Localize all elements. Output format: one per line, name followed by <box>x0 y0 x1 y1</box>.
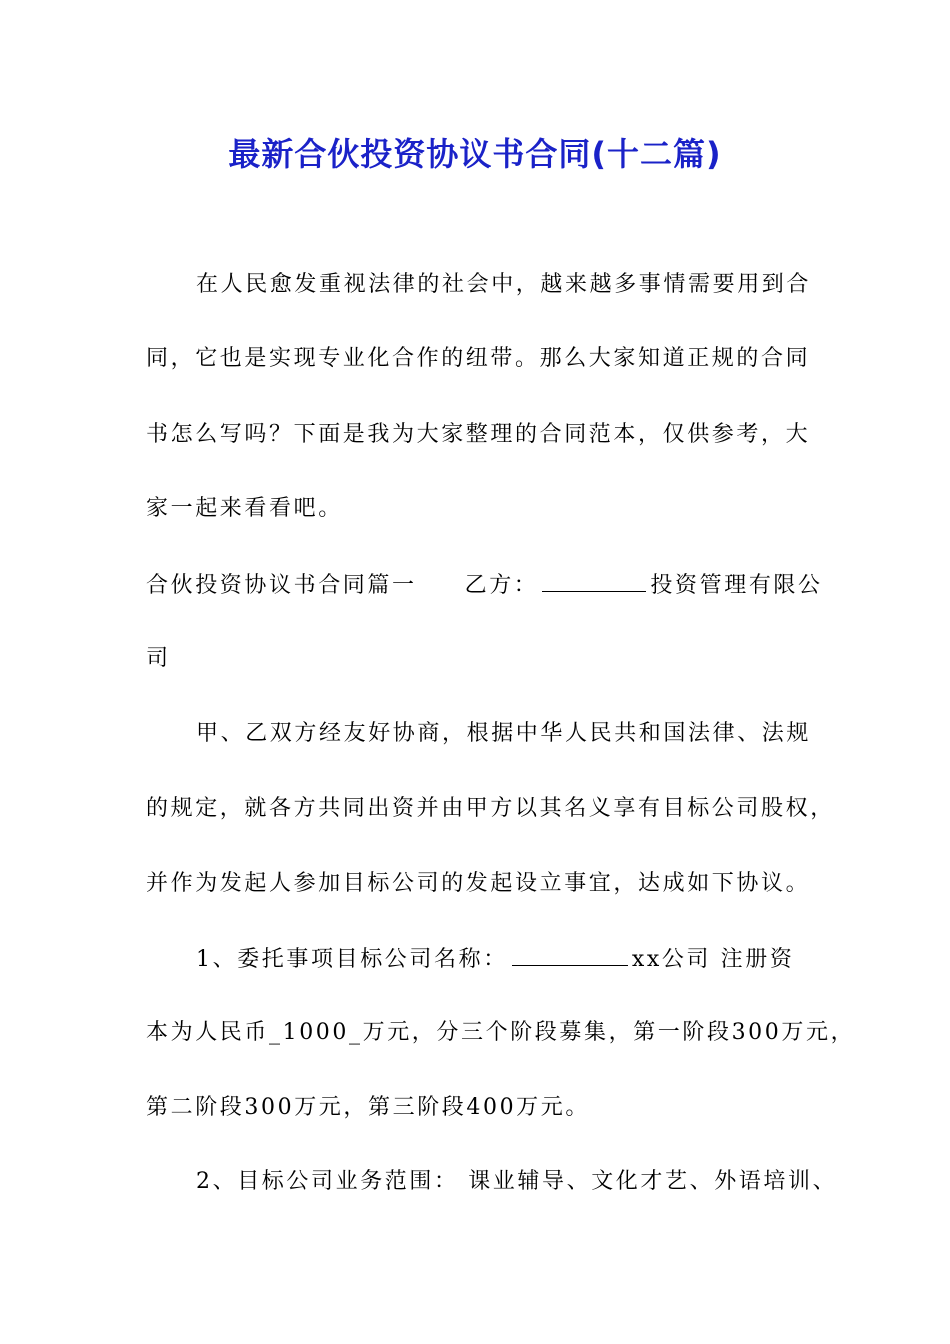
intro-line-1: 在人民愈发重视法律的社会中，越来越多事情需要用到合 <box>196 272 812 297</box>
intro-line-2: 同，它也是实现专业化合作的纽带。那么大家知道正规的合同 <box>146 346 811 371</box>
section-1-line <box>146 569 823 601</box>
clause-1-after-blank: xx公司 注册资 <box>631 947 795 972</box>
agreement-line-2: 的规定，就各方共同出资并由甲方以其名义享有目标公司股权， <box>146 796 835 821</box>
document-title: 最新合伙投资协议书合同(十二篇) <box>228 135 722 173</box>
clause-1-line-3: 第二阶段300万元，第三阶段400万元。 <box>146 1095 590 1120</box>
clause-2-line-1: 2、目标公司业务范围： 课业辅导、文化才艺、外语培训、 <box>196 1169 838 1194</box>
party-b-blank <box>542 569 646 592</box>
section-1-heading: 合伙投资协议书合同篇一 <box>146 573 417 598</box>
agreement-line-3: 并作为发起人参加目标公司的发起设立事宜，达成如下协议。 <box>146 871 811 896</box>
intro-line-3: 书怎么写吗？下面是我为大家整理的合同范本，仅供参考，大 <box>146 422 811 447</box>
agreement-line-1: 甲、乙双方经友好协商，根据中华人民共和国法律、法规 <box>196 721 812 746</box>
party-b-suffix: 投资管理有限公 <box>650 573 823 598</box>
clause-1-prefix: 1、委托事项目标公司名称： <box>196 947 508 972</box>
section-1-wrap: 司 <box>146 646 171 671</box>
party-b-label: 乙方： <box>464 573 539 598</box>
clause-1-line-2: 本为人民币_1000_万元，分三个阶段募集，第一阶段300万元， <box>146 1020 856 1045</box>
intro-line-4: 家一起来看看吧。 <box>146 496 343 521</box>
clause-1-line-1 <box>196 943 866 975</box>
company-name-blank <box>512 943 628 966</box>
